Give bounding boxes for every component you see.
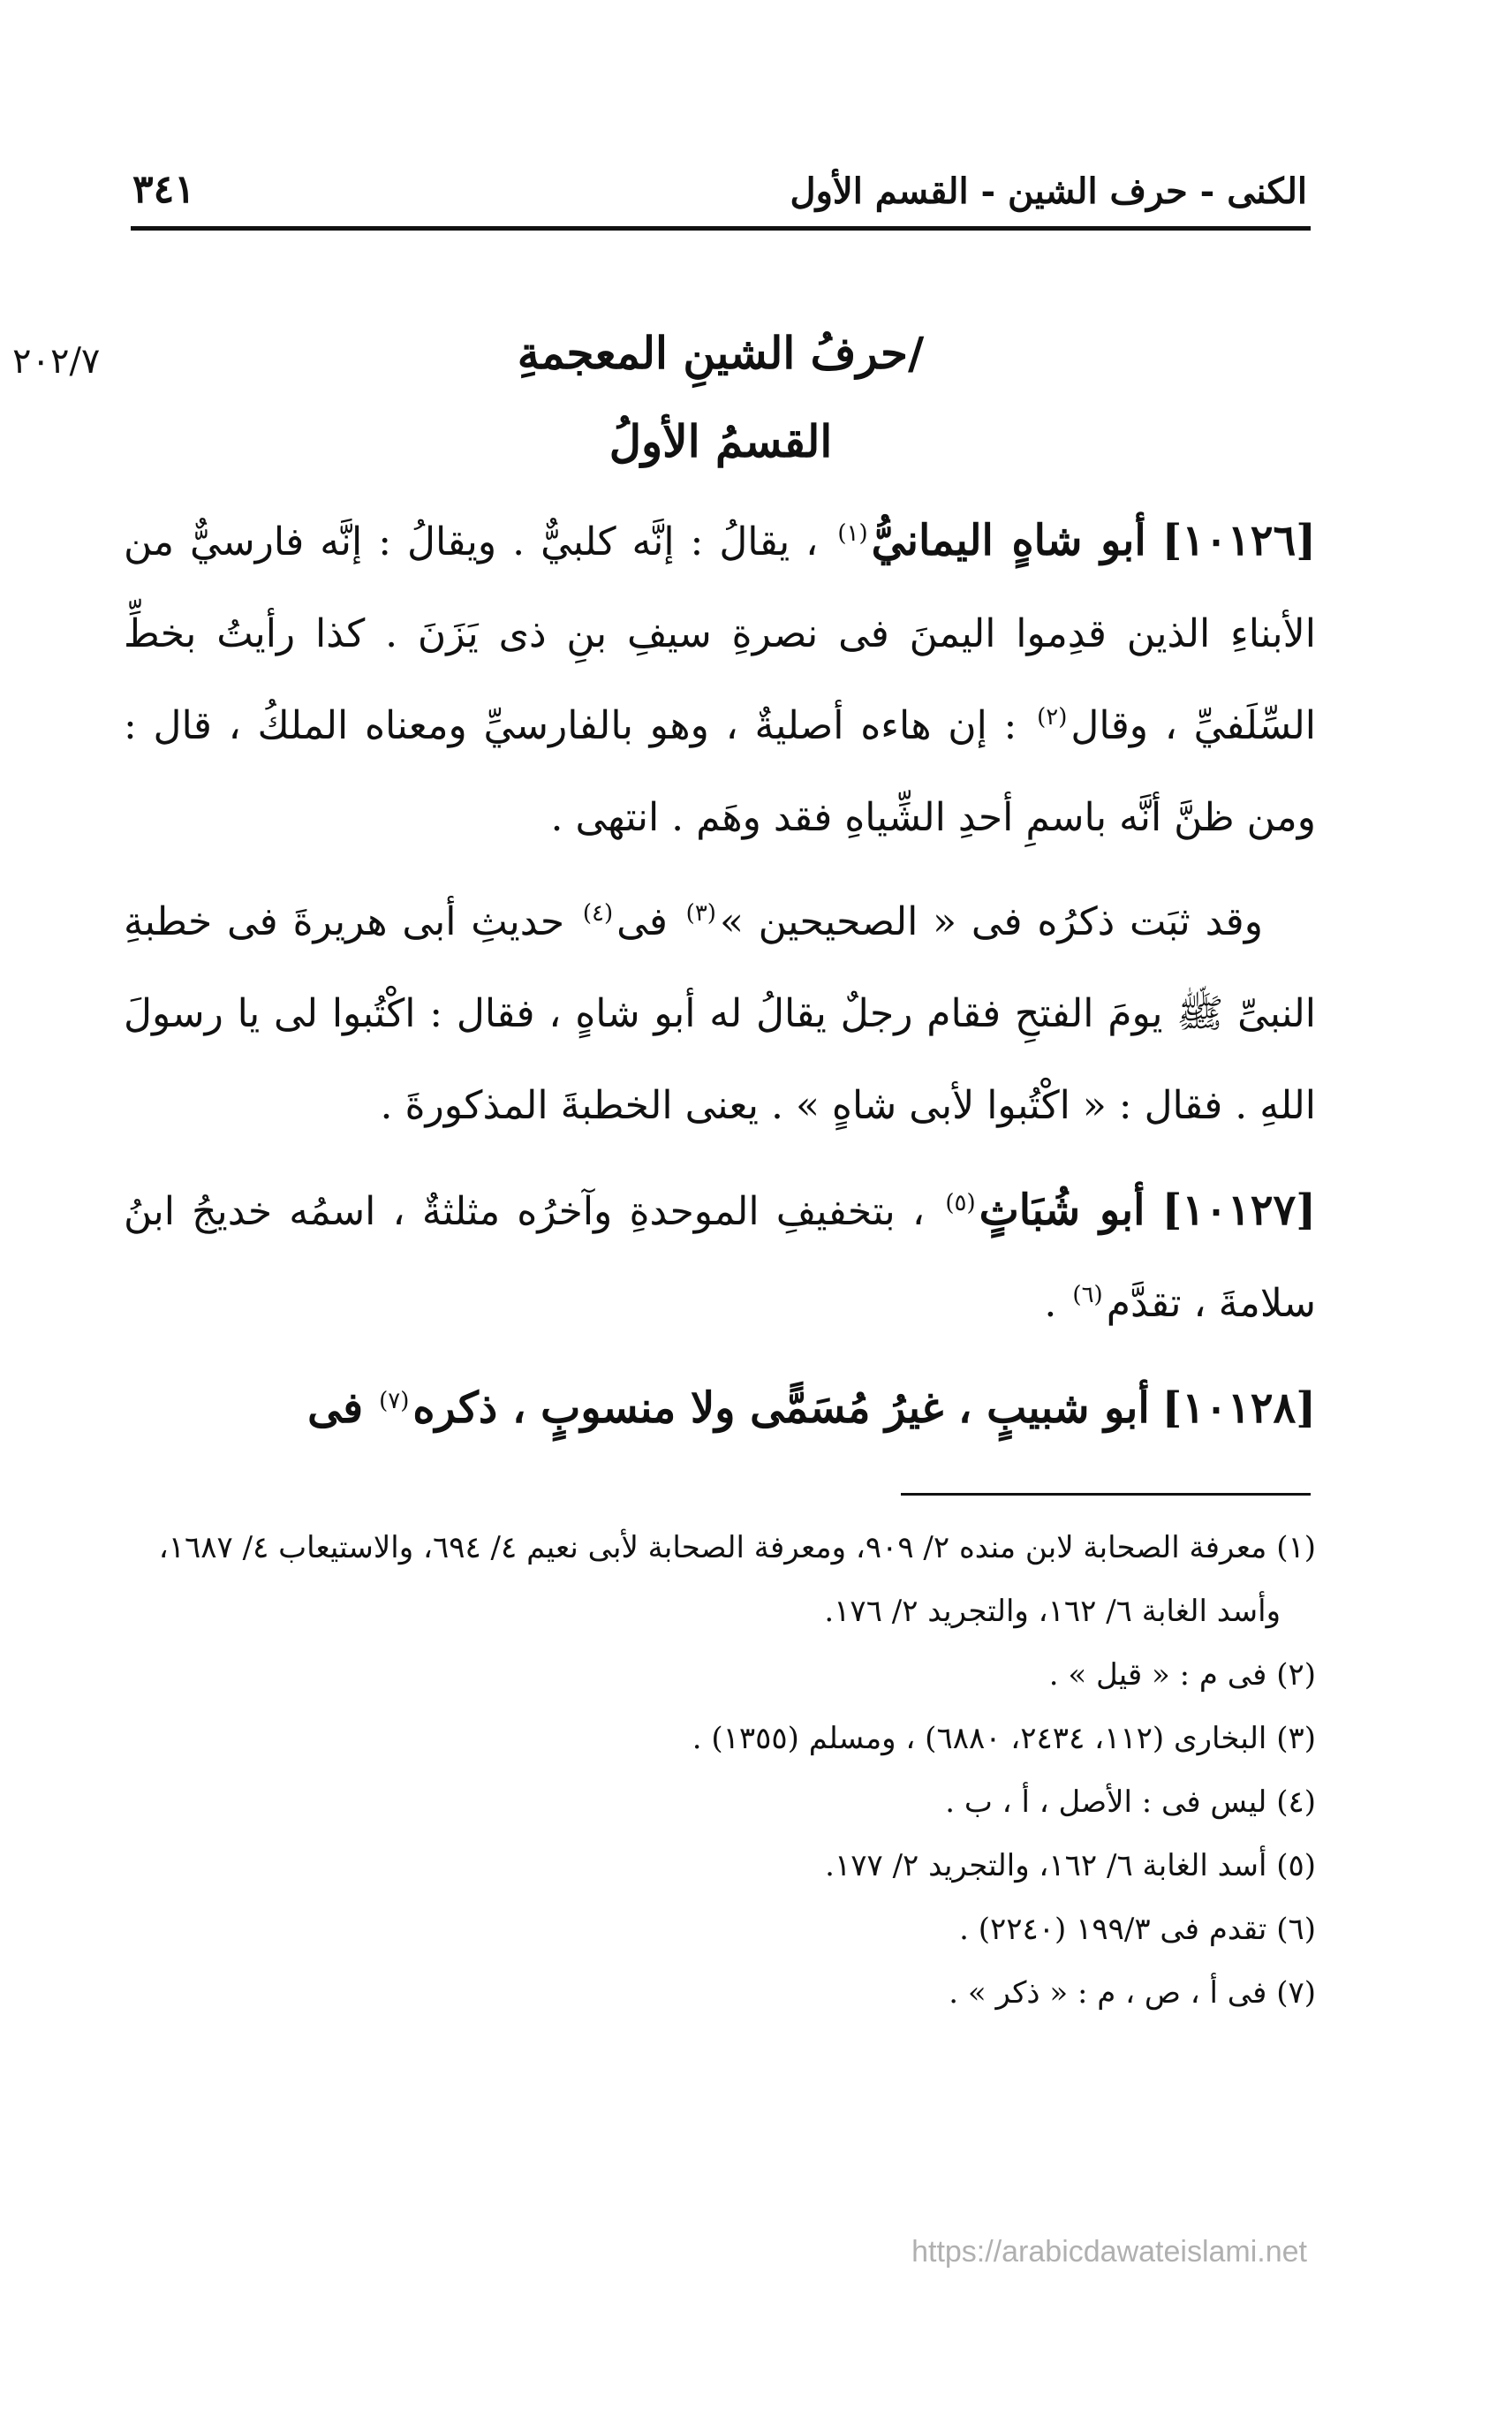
margin-reference: ٢٠٢/٧ <box>12 341 101 382</box>
footnote-3 <box>124 1707 1316 1770</box>
entry-10127 <box>124 1164 1316 1350</box>
footnote-text: (٦) تقدم فى ١٩٩/٣ (٢٢٤٠) . <box>959 1912 1316 1947</box>
entry-10128 <box>124 1362 1316 1456</box>
footnote-marker: (٥) <box>945 1190 976 1217</box>
footnote-text: (٣) البخارى (١١٢، ٢٤٣٤، ٦٨٨٠) ، ومسلم (١٣٥٥) . <box>692 1721 1316 1756</box>
footnote-text: (١) معرفة الصحابة لابن منده ٢/ ٩٠٩، ومعرفة الصحابة لأبى نعيم ٤/ ٦٩٤، والاستيعاب ٤/ ١٦٨٧، <box>158 1530 1316 1565</box>
footnote-1 <box>124 1516 1316 1643</box>
entry-name: أبو شاهٍ اليمانيُّ <box>871 516 1146 565</box>
running-title: الكنى - حرف الشين - القسم الأول <box>790 170 1307 212</box>
footnotes <box>124 1516 1316 2025</box>
header-rule <box>131 226 1311 231</box>
paragraph-sahihain <box>124 876 1316 1152</box>
footnote-rule <box>901 1493 1311 1496</box>
footnote-marker: (٣) <box>685 900 716 928</box>
entry-number: [١٠١٢٦] <box>1161 516 1316 565</box>
running-header <box>132 141 1307 212</box>
footnote-text: وأسد الغابة ٦/ ١٦٢، والتجريد ٢/ ١٧٦. <box>824 1594 1281 1629</box>
footnote-text: (٧) فى أ ، ص ، م : « ذكر » . <box>949 1975 1316 2011</box>
watermark-url: https://arabicdawateislami.net <box>911 2235 1307 2269</box>
entry-text: . <box>1044 1281 1057 1326</box>
paragraph-text: فى <box>616 899 668 944</box>
paragraph-text: وقد ثبَت ذكرُه فى « الصحيحين » <box>719 899 1263 944</box>
entry-text: ، يقالُ : إنَّه كلبيٌّ . ويقالُ : إنَّه فارسيٌّ من الأبناءِ الذين قدِموا اليمنَ فى نصرةِ سيفِ بنِ ذى يَزَنَ . كذا رأيتُ بخطِّ السِّلَفيِّ ، وقال <box>124 519 1316 748</box>
entry-text: ، بتخفيفِ الموحدةِ وآخرُه مثلثةٌ ، اسمُه خديجُ ابنُ سلامةَ ، تقدَّم <box>124 1189 1316 1326</box>
footnote-text: (٢) فى م : « قيل » . <box>1048 1657 1316 1693</box>
footnote-7 <box>124 1961 1316 2025</box>
paragraph-text: حديثِ أبى هريرةَ فى خطبةِ النبىِّ ﷺ يومَ الفتحِ فقام رجلٌ يقالُ له أبو شاهٍ ، فقال : اكْتُبوا لى يا رسولَ اللهِ . فقال : « اكْتُبوا لأبى شاهٍ » . يعنى الخطبةَ المذكورةَ . <box>124 899 1316 1128</box>
footnote-marker: (١) <box>837 520 868 548</box>
main-text <box>124 495 1316 1468</box>
section-title: /حرفُ الشينِ المعجمةِ <box>517 327 925 379</box>
footnote-4 <box>124 1770 1316 1834</box>
footnote-marker: (٤) <box>582 900 614 928</box>
entry-10126 <box>124 495 1316 864</box>
entry-name: أبو شبيبٍ ، غيرُ مُسَمًّى ولا منسوبٍ ، ذكره <box>412 1383 1150 1433</box>
footnote-marker: (٢) <box>1037 704 1068 731</box>
footnote-marker: (٦) <box>1072 1282 1103 1309</box>
footnote-text: (٥) أسد الغابة ٦/ ١٦٢، والتجريد ٢/ ١٧٧. <box>825 1848 1316 1883</box>
page-number: ٣٤١ <box>132 167 195 212</box>
section-subtitle: القسمُ الأولُ <box>609 415 833 467</box>
entry-number: [١٠١٢٧] <box>1161 1186 1316 1235</box>
footnote-text: (٤) ليس فى : الأصل ، أ ، ب . <box>945 1784 1316 1820</box>
entry-text: : إن هاءه أصليةٌ ، وهو بالفارسيِّ ومعناه الملكُ ، قال : ومن ظنَّ أنَّه باسمِ أحدِ الشِّياهِ فقد وهَم . انتهى . <box>124 703 1316 840</box>
footnote-6 <box>124 1898 1316 1961</box>
footnote-2 <box>124 1643 1316 1707</box>
entry-name: أبو شُبَاثٍ <box>979 1186 1145 1235</box>
entry-text: فى <box>307 1383 364 1433</box>
entry-number: [١٠١٢٨] <box>1161 1383 1316 1433</box>
footnote-5 <box>124 1834 1316 1898</box>
footnote-marker: (٧) <box>379 1388 410 1415</box>
